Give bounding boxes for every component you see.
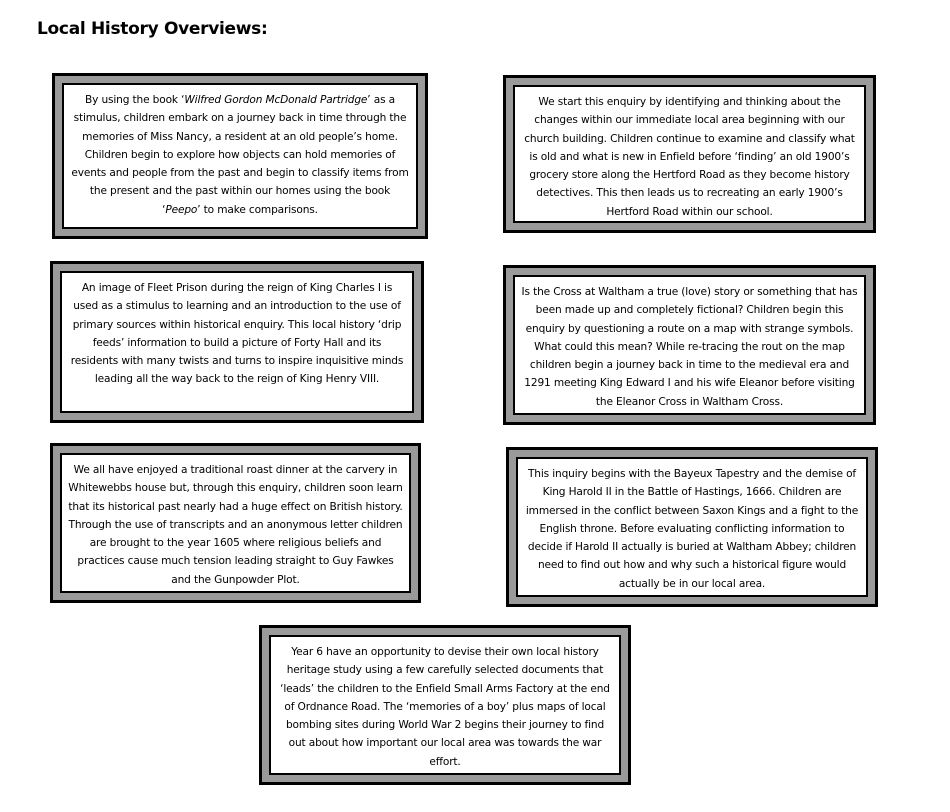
card-text-middle: ’ as a stimulus, children embark on a journey back in time through the memories of Miss Nancy, a resident at an old people’s home. Children begin to explore how objects can hold memories of events and people from the past and begin to classify items from the present and the past within our homes using the book ‘ <box>71 94 409 216</box>
card-inner <box>269 635 621 775</box>
overview-card-reception <box>52 73 428 239</box>
card-inner <box>62 83 418 229</box>
card-inner <box>60 453 411 593</box>
overview-card-forty-hall <box>50 261 424 423</box>
card-text: An image of Fleet Prison during the reign of King Charles I is used as a stimulus to learning and an introduction to the use of primary sources within historical enquiry. This local history ‘drip feeds’ information to build a picture of Forty Hall and its residents with many twists and turns to inspire inquisitive minds leading all the way back to the reign of King Henry VIII. <box>70 282 404 386</box>
page-title: Local History Overviews: <box>37 19 268 39</box>
overview-card-enfield-changes <box>503 75 876 233</box>
overview-card-bayeux-tapestry <box>506 447 878 607</box>
card-text: We all have enjoyed a traditional roast dinner at the carvery in Whitewebbs house but, through this enquiry, children soon learn that its historical past nearly had a huge effect on British history. Through the use of transcripts and an anonymous letter children are brought to the year 1605 where religious beliefs and practices cause much tension leading straight to Guy Fawkes and the Gunpowder Plot. <box>68 464 403 586</box>
card-inner <box>60 271 414 413</box>
card-text-start: By using the book ‘ <box>84 94 185 106</box>
overview-card-year6-heritage <box>259 625 631 785</box>
card-text: We start this enquiry by identifying and thinking about the changes within our immediate local area beginning with our church building. Children continue to examine and classify what is old and what is new in Enfield before ‘finding’ an old 1900’s grocery store along the Hertford Road as they become history detectives. This then leads us to recreating an early 1900’s Hertford Road within our school. <box>524 96 855 218</box>
card-inner <box>516 457 868 597</box>
card-inner <box>513 275 866 415</box>
card-text: This inquiry begins with the Bayeux Tapestry and the demise of King Harold II in the Battle of Hastings, 1666. Children are immersed in the conflict between Saxon Kings and a fight to the English throne. Before evaluating conflicting information to decide if Harold II actually is buried at Waltham Abbey; children need to find out how and why such a historical figure would actually be in our local area. <box>525 468 859 590</box>
card-text-end: ’ to make comparisons. <box>197 203 318 216</box>
card-text: Is the Cross at Waltham a true (love) story or something that has been made up and completely fictional? Children begin this enquiry by questioning a route on a map with strange symbols. What could this mean? While re-tracing the rout on the map children begin a journey back in time to the medieval era and 1291 meeting King Edward I and his wife Eleanor before visiting the Eleanor Cross in Waltham Cross. <box>521 286 858 408</box>
card-text: Year 6 have an opportunity to devise their own local history heritage study using a few carefully selected documents that ‘leads’ the children to the Enfield Small Arms Factory at the end of Ordnance Road. The ‘memories of a boy’ plus maps of local bombing sites during World War 2 begins their journey to find out about how important our local area was towards the war effort. <box>280 646 610 768</box>
book-title: Wilfred Gordon McDonald Partridge <box>184 94 368 106</box>
card-inner <box>513 85 866 223</box>
book-title-peepo: Peepo <box>165 203 198 216</box>
card-text <box>70 91 410 219</box>
overview-card-waltham-cross <box>503 265 876 425</box>
overview-card-gunpowder-plot <box>50 443 421 603</box>
